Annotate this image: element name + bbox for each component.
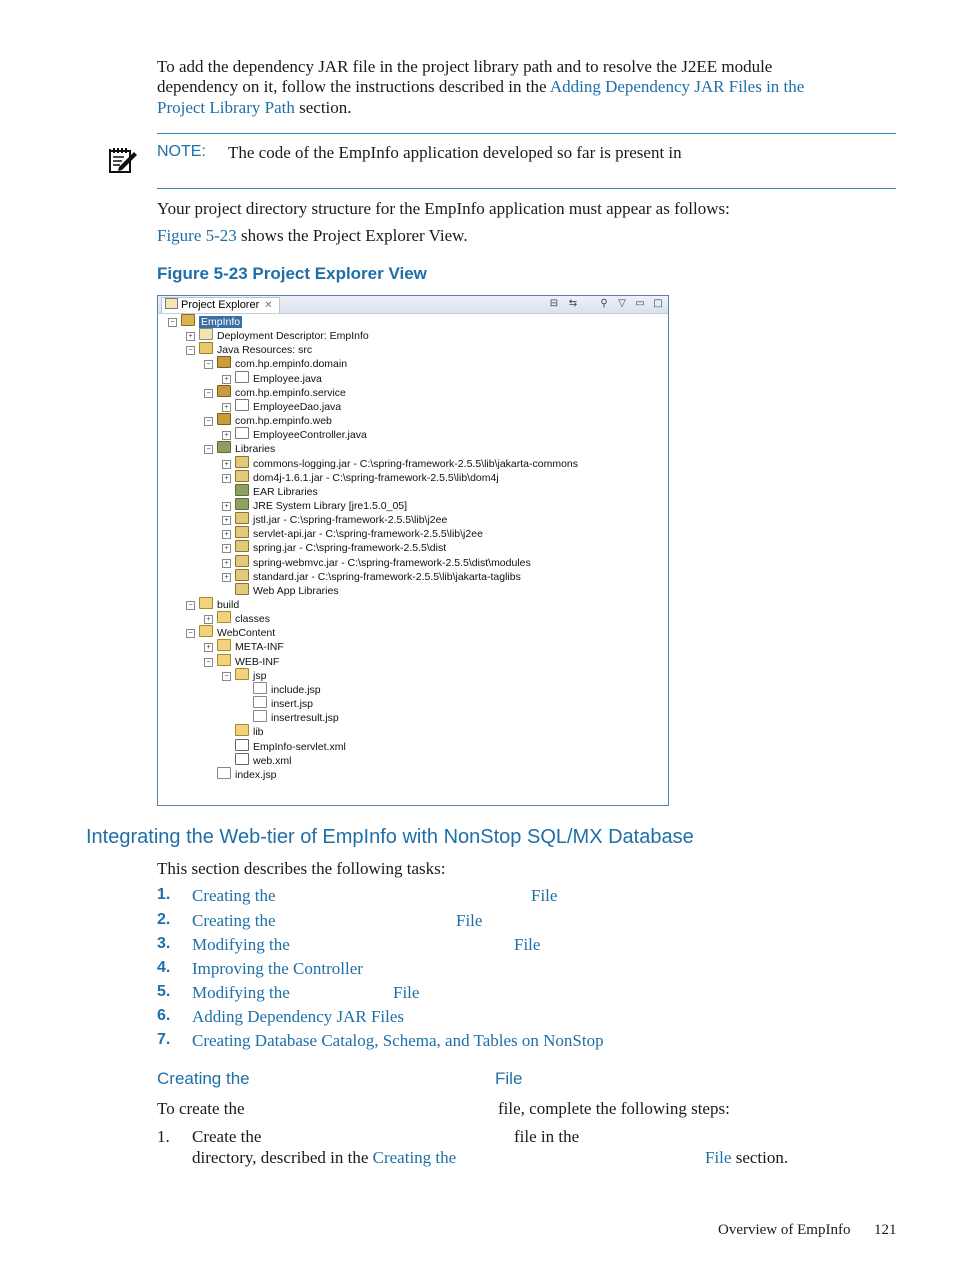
task-number: 6. [157,1007,171,1024]
tree-item-label: build [217,599,240,611]
expand-icon[interactable]: + [222,573,231,582]
tree-item-label: lib [253,726,264,739]
task-link-file[interactable]: File [531,886,558,905]
tree-item-label: EmpInfo-servlet.xml [253,740,346,753]
explorer-tab[interactable] [161,297,280,313]
expand-icon[interactable]: + [222,516,231,525]
tree-item-label: Deployment Descriptor: EmpInfo [217,330,369,343]
tree-item-label: WEB-INF [235,655,280,668]
note-top-rule [157,133,896,134]
step-1-line-2 [192,1147,456,1168]
tree-item[interactable] [204,611,270,625]
tree-item[interactable] [186,328,369,342]
tree-item[interactable] [186,625,275,639]
expand-icon[interactable]: + [222,375,231,384]
tree-item-label: commons-logging.jar - C:\spring-framework-2.5.5\lib\jakarta-commons [253,457,579,470]
jar-icon [235,569,249,581]
folder-icon [235,668,249,680]
javares-icon [199,342,213,354]
tree-item-label: servlet-api.jar - C:\spring-framework-2.5.5\lib\j2ee [253,528,483,541]
tree-item-label: insert.jsp [271,698,314,711]
tree-item[interactable] [222,427,367,441]
tree-item-label: insertresult.jsp [271,712,339,725]
task-number: 3. [157,935,171,952]
tree-item-label: Libraries [235,443,276,456]
lib-icon [235,484,249,496]
section-intro: This section describes the following tasks: [157,859,446,878]
link-editor-icon[interactable]: ⇆ [568,298,578,309]
collapse-all-icon[interactable]: ⊟ [549,298,559,309]
tree-item-label: index.jsp [235,768,277,781]
intro-suffix: section. [294,98,352,117]
task-number: 4. [157,959,171,976]
task-number: 5. [157,983,171,1000]
task-link-file[interactable]: File [514,935,541,954]
folder-icon [199,597,213,609]
tree-item-label: web.xml [253,754,292,767]
collapse-icon[interactable]: − [204,658,213,667]
explorer-titlebar [158,296,668,314]
intro-line-1: To add the dependency JAR file in the project library path and to resolve the J2EE module [157,57,773,76]
xml-icon [235,753,249,765]
tree-item[interactable] [222,724,264,738]
expand-icon[interactable]: + [222,530,231,539]
tree-item-label: EmployeeController.java [253,429,367,442]
jar-icon [235,456,249,468]
steps-intro-b: file, complete the following steps: [498,1099,730,1118]
footer-text: Overview of EmpInfo [718,1222,851,1238]
tree-item-label: EAR Libraries [253,485,318,498]
adding-dependency-link[interactable]: Adding Dependency JAR Files in the [549,77,805,96]
folder-icon [217,639,231,651]
task-link-file[interactable]: File [393,983,420,1002]
step-1-suffix: section. [731,1148,789,1167]
expand-icon[interactable]: + [222,559,231,568]
creating-the-link[interactable]: Creating the [372,1148,457,1167]
project-icon [181,314,195,326]
figure-ref-line [157,225,468,246]
note-pad-icon [108,146,138,174]
tree-item[interactable] [222,399,341,413]
task-link[interactable]: Creating Database Catalog, Schema, and Tables on NonStop [192,1031,604,1050]
tree-item[interactable] [204,639,284,653]
lib-icon [217,441,231,453]
task-link[interactable]: Adding Dependency JAR Files [192,1007,405,1026]
collapse-icon[interactable]: − [186,601,195,610]
intro-line-2 [157,76,804,97]
pkg-icon [217,356,231,368]
tree-item-label: spring.jar - C:\spring-framework-2.5.5\dist [253,542,447,555]
tree-item[interactable] [222,583,339,597]
maximize-icon[interactable]: □ [653,298,663,309]
tree-item-label: com.hp.empinfo.service [235,386,346,399]
expand-icon[interactable]: + [186,332,195,341]
tree-item-label: dom4j-1.6.1.jar - C:\spring-framework-2.5.5\lib\dom4j [253,471,499,484]
file-icon [253,682,267,694]
folder-icon [235,724,249,736]
view-menu-icon[interactable]: ▽ [618,298,626,309]
tree-item-label: include.jsp [271,683,321,696]
tree-item[interactable] [222,668,266,682]
expand-icon[interactable]: + [222,474,231,483]
pkg-icon [217,413,231,425]
task-number: 7. [157,1031,171,1048]
task-link[interactable]: Modifying the [192,935,290,954]
lib-icon [235,498,249,510]
collapse-icon[interactable]: − [204,389,213,398]
tree-item[interactable] [222,470,499,484]
tree-item[interactable] [222,484,318,498]
steps-intro-a: To create the [157,1099,245,1118]
tree-item[interactable] [222,753,292,767]
task-link[interactable]: Creating the [192,886,276,905]
tree-item[interactable] [222,555,531,569]
collapse-icon[interactable]: − [186,629,195,638]
tree-item-label: META-INF [235,641,284,654]
expand-icon[interactable]: + [204,615,213,624]
file-icon [253,696,267,708]
task-link[interactable]: Modifying the [192,983,290,1002]
tree-item[interactable] [240,682,321,696]
folder-icon [165,298,178,309]
java-icon [235,427,249,439]
collapse-icon[interactable]: − [186,346,195,355]
tree-item-label: EmployeeDao.java [253,400,342,413]
collapse-icon[interactable]: − [222,672,231,681]
tree-item[interactable] [204,654,279,668]
tree-item[interactable] [222,512,447,526]
tree-item[interactable] [186,597,239,611]
tree-item-label: EmpInfo [201,316,241,328]
intro-text: dependency on it, follow the instructions described in the [157,77,550,96]
note-label: NOTE: [157,143,206,160]
tree-item-label: com.hp.empinfo.web [235,415,332,428]
jar-icon [235,540,249,552]
task-number: 1. [157,886,171,903]
step-1-line-2-end [705,1147,788,1168]
tree-item-label: com.hp.empinfo.domain [235,358,348,371]
tree-item[interactable] [222,739,346,753]
tree-item[interactable] [240,696,313,710]
filter-icon[interactable]: ⚲ [600,298,608,309]
step-1-text-b: file in the [514,1127,580,1146]
folder-icon [199,625,213,637]
tree-item[interactable] [204,413,332,427]
expand-icon[interactable]: + [222,544,231,553]
tree-item-label: standard.jar - C:\spring-framework-2.5.5\lib\jakarta-taglibs [253,570,521,583]
task-link[interactable]: Improving the Controller [192,959,363,978]
figure-caption: Figure 5-23 Project Explorer View [157,264,427,283]
folder-icon [217,654,231,666]
collapse-icon[interactable]: − [168,318,177,327]
step-1-text-a: Create the [192,1127,262,1146]
tree-item[interactable] [222,498,407,512]
tree-item[interactable] [222,569,521,583]
pkg-icon [217,385,231,397]
minimize-icon[interactable]: ▭ [635,298,645,309]
figure-ref-link[interactable]: Figure 5-23 [157,226,237,245]
expand-icon[interactable]: + [222,502,231,511]
expand-icon[interactable]: + [222,460,231,469]
intro-line-3 [157,97,352,118]
java-icon [235,371,249,383]
tree-item[interactable] [204,767,276,781]
task-link[interactable]: Creating the [192,911,276,930]
jar-icon [235,512,249,524]
step-1-prefix: directory, described in the [192,1148,373,1167]
tree-item-label: jstl.jar - C:\spring-framework-2.5.5\lib\j2ee [253,514,448,527]
tree-item-label: Employee.java [253,372,322,385]
tree-item[interactable] [204,356,347,370]
jar-icon [235,470,249,482]
file-link[interactable]: File [705,1148,732,1167]
tree-item[interactable] [222,540,446,554]
structure-text: Your project directory structure for the EmpInfo application must appear as follows: [157,199,730,218]
explorer-tab-label: Project Explorer [181,299,260,311]
tree-item[interactable] [204,385,346,399]
project-explorer-view [157,295,669,806]
tree-item-label: Web App Libraries [253,584,339,597]
collapse-icon[interactable]: − [204,360,213,369]
tree-item-label: Java Resources: src [217,344,313,357]
tree-item[interactable] [222,456,578,470]
step-1-number: 1. [157,1127,170,1146]
jar-icon [235,583,249,595]
task-link-file[interactable]: File [456,911,483,930]
collapse-icon[interactable]: − [204,445,213,454]
figure-ref-suffix: shows the Project Explorer View. [236,226,468,245]
note-bottom-rule [157,188,896,189]
close-icon[interactable]: ✕ [264,300,273,311]
tree-item[interactable] [222,371,322,385]
expand-icon[interactable]: + [222,403,231,412]
tree-item[interactable] [168,314,242,328]
tree-item-label: WebContent [217,627,276,640]
project-library-path-link[interactable]: Project Library Path [157,98,295,117]
jar-icon [235,526,249,538]
tree-item[interactable] [222,526,483,540]
collapse-icon[interactable]: − [204,417,213,426]
folder-icon [217,611,231,623]
subheading-b: File [495,1069,523,1088]
expand-icon[interactable]: + [204,643,213,652]
desc-icon [199,328,213,340]
file-icon [217,767,231,779]
subheading-a: Creating the [157,1069,250,1088]
tree-item-label: classes [235,613,271,626]
tree-item-label: jsp [253,669,267,682]
jar-icon [235,555,249,567]
tree-item[interactable] [186,342,312,356]
file-icon [253,710,267,722]
expand-icon[interactable]: + [222,431,231,440]
page-number: 121 [874,1222,897,1238]
tree-item-label: JRE System Library [jre1.5.0_05] [253,499,408,512]
task-number: 2. [157,911,171,928]
tree-item-label: spring-webmvc.jar - C:\spring-framework-2.5.5\dist\modules [253,556,531,569]
note-text: The code of the EmpInfo application developed so far is present in [228,143,682,162]
tree-item[interactable] [240,710,339,724]
java-icon [235,399,249,411]
tree-item[interactable] [204,441,275,455]
section-heading: Integrating the Web-tier of EmpInfo with NonStop SQL/MX Database [86,826,694,848]
xml-icon [235,739,249,751]
